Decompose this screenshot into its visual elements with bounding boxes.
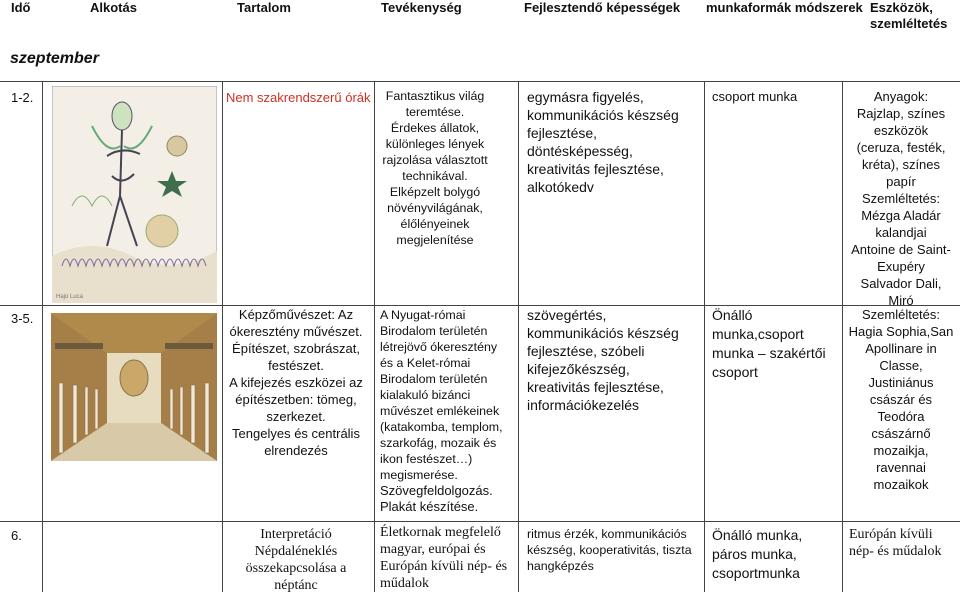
header-munkaformak: munkaformák módszerek <box>706 0 863 15</box>
text-line: Képzőművészet: Az <box>238 307 354 322</box>
text-line: Birodalom területén <box>380 324 488 338</box>
row3-skills <box>527 526 692 574</box>
text-line: növényvilágának, <box>387 201 483 215</box>
text-line: létrejövő ókeresztény <box>380 340 498 354</box>
text-line: eszközök <box>873 123 929 138</box>
text-line: teremtése. <box>405 105 465 119</box>
header-alkotas: Alkotás <box>90 0 137 15</box>
text-line: Mézga Aladár <box>861 208 941 223</box>
text-line: császárnő <box>871 426 931 441</box>
row3-activity <box>380 524 516 592</box>
row-divider <box>0 81 960 82</box>
text-line: és a Kelet-római <box>380 356 471 370</box>
text-line: Birodalom területén <box>380 372 488 386</box>
text-line: kreativitás fejlesztése, <box>527 379 664 395</box>
text-line: ókeresztény művészet. <box>229 324 363 339</box>
text-line: ikon festészet…) <box>380 452 473 466</box>
text-line: Építészet, szobrászat, <box>232 341 360 356</box>
text-line: Teodóra <box>877 409 925 424</box>
text-line: Tengelyes és centrális <box>232 426 360 441</box>
header-tartalom: Tartalom <box>237 0 291 15</box>
text-line: mozaikok <box>873 477 929 492</box>
text-line: összekapcsolása a <box>245 561 347 576</box>
text-line: információkezelés <box>527 397 640 413</box>
row1-forms: csoport munka <box>712 89 798 104</box>
text-line: hangképzés <box>527 559 594 573</box>
text-line: egymásra figyelés, <box>527 89 644 105</box>
text-line: Exupéry <box>877 259 925 274</box>
text-line: festészet. <box>268 358 324 373</box>
text-line: műdalok <box>380 576 429 591</box>
row2-forms <box>712 306 826 382</box>
text-line: technikával. <box>402 169 468 183</box>
row1-tools <box>846 88 956 309</box>
text-line: munka – szakértői <box>712 345 826 361</box>
text-line: Apollinare in <box>865 341 937 356</box>
row1-skills <box>527 88 679 196</box>
col-divider <box>42 81 43 592</box>
row3-tools <box>849 526 942 560</box>
header-szemleltetes: szemléltetés <box>870 16 948 31</box>
text-line: Szövegfeldolgozás. <box>380 483 493 498</box>
row2-activity <box>380 307 515 515</box>
text-line: Szemléltetés: <box>861 191 941 206</box>
text-line: kreativitás fejlesztése, <box>527 161 664 177</box>
row3-forms <box>712 526 802 583</box>
row2-skills <box>527 306 679 414</box>
text-line: magyar, európai és <box>380 542 486 557</box>
text-line: Önálló <box>712 307 753 323</box>
text-line: kialakuló bizánci <box>380 388 471 402</box>
text-line: kifejezőkészség, <box>527 361 630 377</box>
row1-activity <box>380 88 490 248</box>
text-line: fejlesztése, <box>527 125 598 141</box>
header-fejlesztendo: Fejlesztendő képességek <box>524 0 681 15</box>
text-line: néptánc <box>274 578 318 593</box>
text-line: Szemléltetés: <box>861 307 941 322</box>
text-line: szarkofág, mozaik és <box>380 436 497 450</box>
text-line: Rajzlap, színes <box>856 106 946 121</box>
col-divider <box>222 81 223 592</box>
text-line: A kifejezés eszközei az <box>229 375 363 390</box>
text-line: Népdaléneklés <box>254 544 338 559</box>
row1-content: Nem szakrendszerű órák <box>226 90 371 105</box>
row3-content <box>226 526 366 594</box>
text-line: Plakát készítése. <box>380 499 479 514</box>
text-line: elrendezés <box>264 443 328 458</box>
text-line: csoport <box>712 364 758 380</box>
text-line: Anyagok: <box>873 89 929 104</box>
text-line: kommunikációs készség <box>527 107 679 123</box>
month-label: szeptember <box>10 50 99 67</box>
text-line: páros munka, <box>712 546 797 562</box>
text-line: készség, kooperativitás, tiszta <box>527 543 692 557</box>
row3-time: 6. <box>11 528 22 543</box>
text-line: papír <box>886 174 916 189</box>
row2-time: 3-5. <box>11 311 34 326</box>
row1-time: 1-2. <box>11 90 34 105</box>
text-line: kréta), színes <box>861 157 941 172</box>
text-line: művészet emlékeinek <box>380 404 500 418</box>
text-line: Salvador Dali, <box>860 276 942 291</box>
text-line: Classe, Justiniánus <box>868 358 934 390</box>
header-ido: Idő <box>11 0 31 15</box>
fantasy-drawing-image <box>52 86 217 303</box>
text-line: különleges lények <box>385 137 485 151</box>
text-line: Interpretáció <box>260 527 332 542</box>
text-line: (katakomba, templom, <box>380 420 503 434</box>
row2-content <box>226 306 366 459</box>
text-line: Életkornak megfelelő <box>380 525 501 540</box>
col-divider <box>704 81 705 592</box>
col-divider <box>842 81 843 592</box>
text-line: munka,csoport <box>712 326 804 342</box>
basilica-interior-image <box>51 313 217 461</box>
text-line: Fantasztikus világ <box>385 89 485 103</box>
text-line: kommunikációs készség <box>527 325 679 341</box>
text-line: Antoine de Saint- <box>851 242 951 257</box>
text-line: megismerése. <box>380 468 458 482</box>
text-line: császár és <box>869 392 933 407</box>
text-line: szerkezet. <box>266 409 326 424</box>
table-header <box>0 0 960 40</box>
header-tevekenyseg: Tevékenység <box>381 0 462 15</box>
image1-caption: Hajo Luca <box>56 294 84 300</box>
text-line: ritmus érzék, kommunikációs <box>527 527 687 541</box>
text-line: A Nyugat-római <box>380 308 466 322</box>
text-line: ravennai <box>876 460 926 475</box>
text-line: élőlényeinek <box>400 217 470 231</box>
text-line: építészetben: tömeg, <box>235 392 357 407</box>
col-divider <box>374 81 375 592</box>
header-eszkozok: Eszközök, <box>870 0 933 15</box>
text-line: nép- és műdalok <box>849 544 942 559</box>
text-line: Érdekes állatok, <box>390 121 480 135</box>
text-line: csoportmunka <box>712 565 800 581</box>
text-line: szövegértés, <box>527 307 607 323</box>
text-line: Európán kívüli <box>849 527 933 542</box>
text-line: Önálló munka, <box>712 527 803 543</box>
text-line: megjelenítése <box>396 233 474 247</box>
text-line: fejlesztése, szóbeli <box>527 343 645 359</box>
text-line: (ceruza, festék, <box>856 140 946 155</box>
row2-tools <box>846 306 956 493</box>
text-line: mozaikja, <box>873 443 929 458</box>
text-line: Európán kívüli nép- és <box>380 559 508 574</box>
text-line: Elképzelt bolygó <box>389 185 481 199</box>
col-divider <box>518 81 519 592</box>
text-line: kalandjai <box>875 225 927 240</box>
text-line: rajzolása választott <box>382 153 488 167</box>
text-line: Miró <box>888 293 914 308</box>
text-line: döntésképesség, <box>527 143 633 159</box>
row-divider <box>0 521 960 522</box>
text-line: Hagia Sophia,San <box>848 324 954 339</box>
text-line: alkotókedv <box>527 179 594 195</box>
